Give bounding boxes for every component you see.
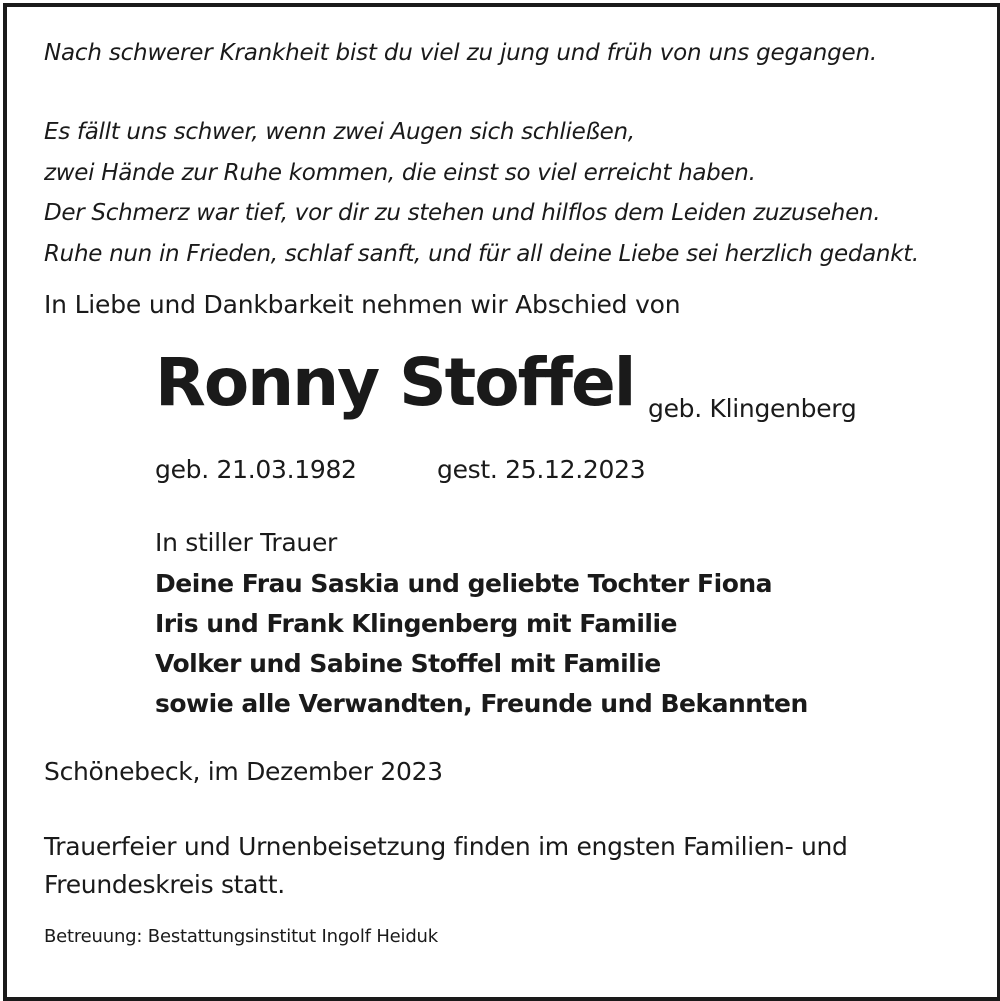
mourner-line: Volker und Sabine Stoffel mit Familie — [155, 649, 661, 678]
poem-line: Der Schmerz war tief, vor dir zu stehen und hilflos dem Leiden zuzusehen. — [44, 200, 881, 226]
funeral-home-credit: Betreuung: Bestattungsinstitut Ingolf Heiduk — [44, 926, 438, 947]
service-line: Trauerfeier und Urnenbeisetzung finden im engsten Familien- und — [44, 832, 848, 861]
mourner-line: Iris und Frank Klingenberg mit Familie — [155, 609, 677, 638]
mourning-label: In stiller Trauer — [155, 528, 338, 557]
death-date: gest. 25.12.2023 — [437, 455, 646, 484]
poem-line: Es fällt uns schwer, wenn zwei Augen sich schließen, — [44, 119, 635, 145]
intro-text: Nach schwerer Krankheit bist du viel zu jung und früh von uns gegangen. — [44, 40, 877, 66]
service-info — [44, 828, 848, 904]
service-line: Freundeskreis statt. — [44, 870, 285, 899]
mourner-line: sowie alle Verwandten, Freunde und Bekannten — [155, 689, 808, 718]
poem-line: Ruhe nun in Frieden, schlaf sanft, und für all deine Liebe sei herzlich gedankt. — [44, 240, 919, 267]
birth-name: geb. Klingenberg — [648, 394, 857, 423]
poem — [44, 112, 919, 274]
mourners-list — [155, 564, 808, 724]
place-date: Schönebeck, im Dezember 2023 — [44, 757, 443, 786]
farewell-text: In Liebe und Dankbarkeit nehmen wir Abschied von — [44, 290, 681, 319]
birth-date: geb. 21.03.1982 — [155, 455, 357, 484]
deceased-name: Ronny Stoffel — [155, 344, 635, 421]
mourner-line: Deine Frau Saskia und geliebte Tochter Fiona — [155, 569, 773, 598]
poem-line: zwei Hände zur Ruhe kommen, die einst so viel erreicht haben. — [44, 159, 756, 186]
